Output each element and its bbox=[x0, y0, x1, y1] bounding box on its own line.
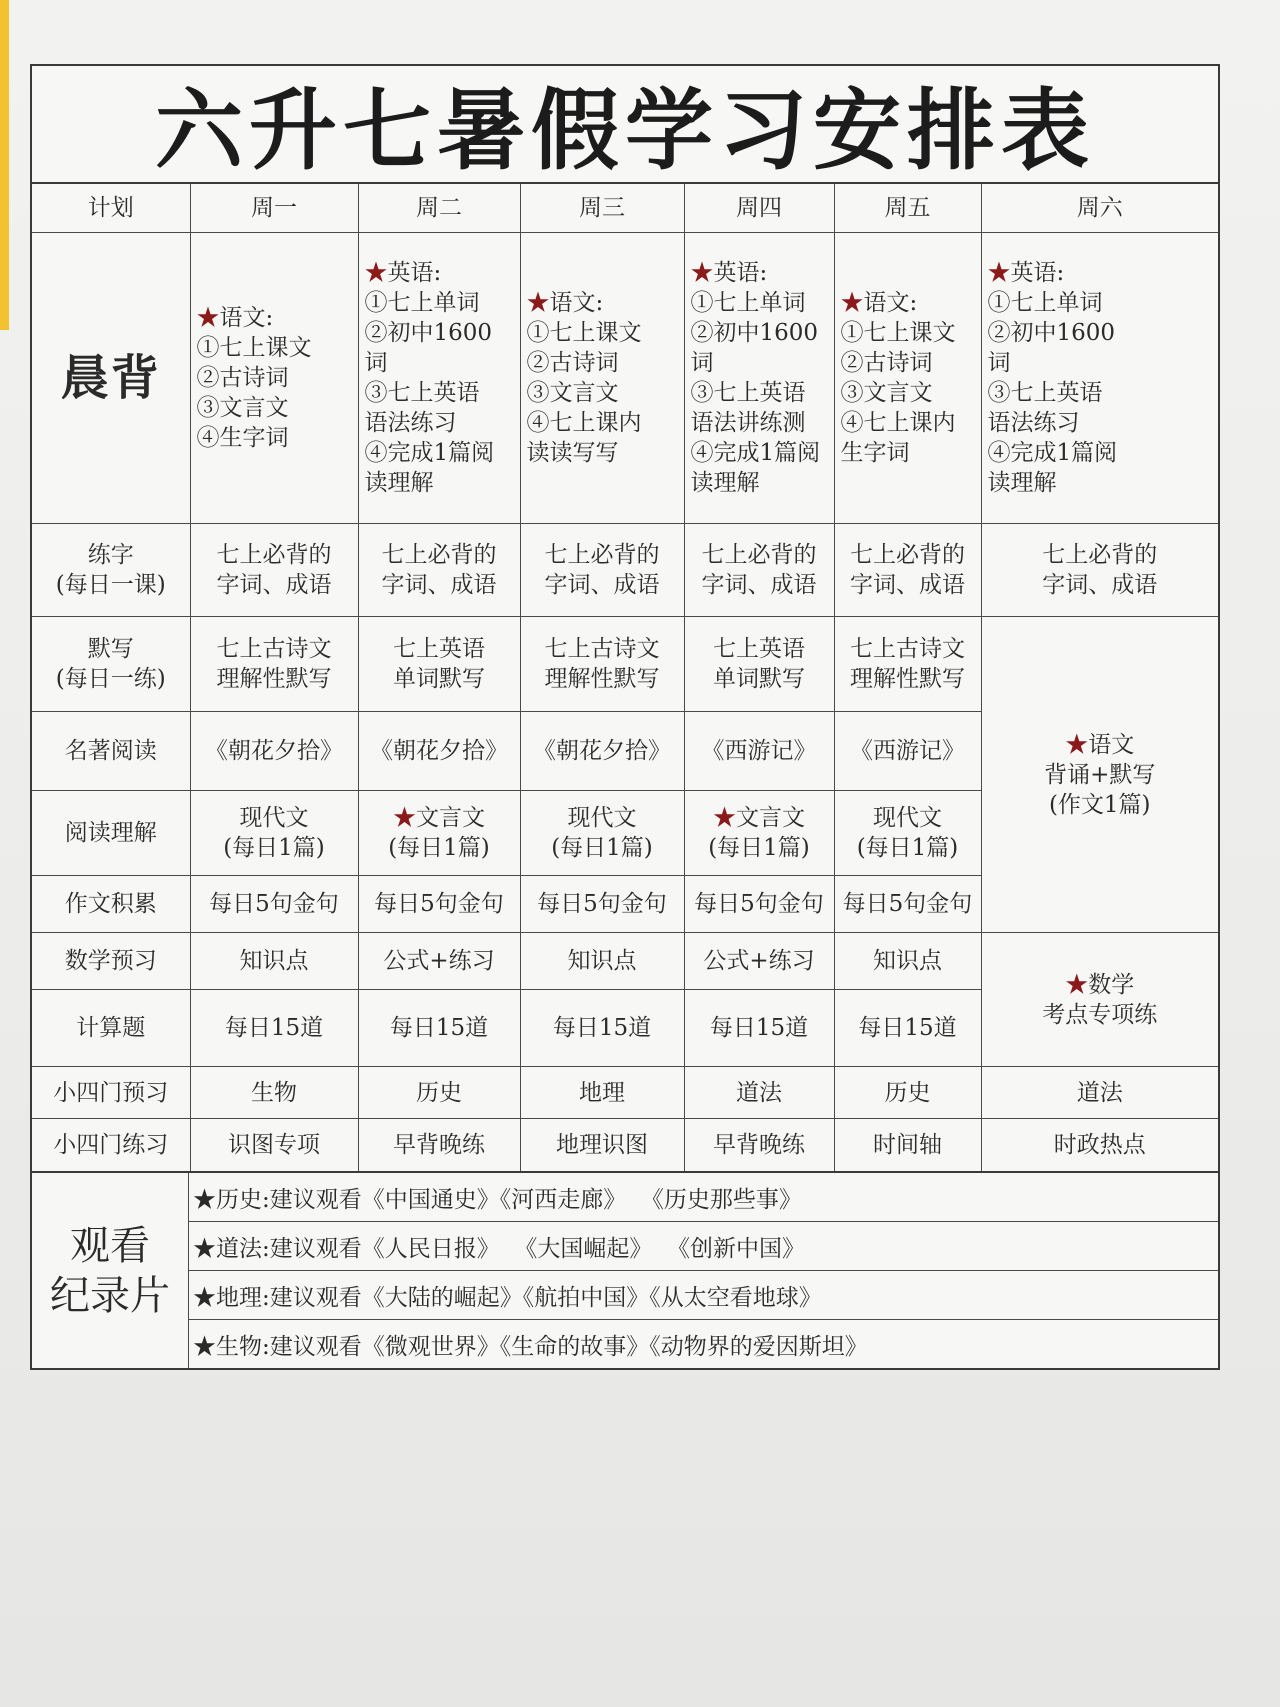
reading-cell-wed: 现代文 (每日1篇) bbox=[520, 791, 684, 876]
calculation-cell-fri: 每日15道 bbox=[834, 990, 981, 1067]
yellow-edge-decoration bbox=[0, 0, 9, 330]
classics-cell-mon: 《朝花夕拾》 bbox=[190, 712, 358, 791]
essay-label: 作文积累 bbox=[32, 876, 190, 933]
math-preview-cell-wed: 知识点 bbox=[520, 933, 684, 990]
minor-preview-cell-thu: 道法 bbox=[684, 1067, 834, 1119]
minor-practice-label: 小四门练习 bbox=[32, 1119, 190, 1172]
minor-practice-cell-wed: 地理识图 bbox=[520, 1119, 684, 1172]
handwriting-cell-mon: 七上必背的 字词、成语 bbox=[190, 524, 358, 617]
header-row bbox=[32, 184, 1218, 233]
handwriting-cell-sat: 七上必背的 字词、成语 bbox=[981, 524, 1218, 617]
dictation-cell-mon: 七上古诗文 理解性默写 bbox=[190, 617, 358, 712]
saturday-chinese-cell: ★语文 背诵+默写 (作文1篇) bbox=[981, 617, 1218, 933]
documentaries-label: 观看 纪录片 bbox=[32, 1173, 189, 1368]
star-icon: ★ bbox=[690, 260, 714, 286]
schedule-table bbox=[32, 184, 1218, 1171]
documentary-geography: ★地理:建议观看《大陆的崛起》《航拍中国》《从太空看地球》 bbox=[189, 1271, 1218, 1320]
math-preview-cell-mon: 知识点 bbox=[190, 933, 358, 990]
classics-cell-thu: 《西游记》 bbox=[684, 712, 834, 791]
star-icon: ★ bbox=[1065, 971, 1089, 998]
minor-practice-cell-mon: 识图专项 bbox=[190, 1119, 358, 1172]
math-preview-cell-tue: 公式+练习 bbox=[358, 933, 520, 990]
calculation-cell-tue: 每日15道 bbox=[358, 990, 520, 1067]
calculation-label: 计算题 bbox=[32, 990, 190, 1067]
minor-subjects-practice-row bbox=[32, 1119, 1218, 1172]
essay-cell-thu: 每日5句金句 bbox=[684, 876, 834, 933]
handwriting-row bbox=[32, 524, 1218, 617]
essay-cell-wed: 每日5句金句 bbox=[520, 876, 684, 933]
calculation-cell-wed: 每日15道 bbox=[520, 990, 684, 1067]
minor-preview-label: 小四门预习 bbox=[32, 1067, 190, 1119]
dictation-row bbox=[32, 617, 1218, 712]
header-plan: 计划 bbox=[32, 184, 190, 233]
star-icon: ★ bbox=[364, 260, 388, 286]
dictation-cell-fri: 七上古诗文 理解性默写 bbox=[834, 617, 981, 712]
morning-cell-fri: ★语文: ①七上课文 ②古诗词 ③文言文 ④七上课内 生字词 bbox=[834, 233, 981, 524]
header-monday: 周一 bbox=[190, 184, 358, 233]
star-icon: ★ bbox=[526, 290, 550, 316]
dictation-label: 默写 (每日一练) bbox=[32, 617, 190, 712]
reading-cell-tue: ★文言文 (每日1篇) bbox=[358, 791, 520, 876]
morning-recitation-row bbox=[32, 233, 1218, 524]
header-saturday: 周六 bbox=[981, 184, 1218, 233]
essay-cell-fri: 每日5句金句 bbox=[834, 876, 981, 933]
star-icon: ★ bbox=[713, 805, 736, 831]
page-title: 六升七暑假学习安排表 bbox=[32, 66, 1218, 184]
header-friday: 周五 bbox=[834, 184, 981, 233]
morning-cell-thu: ★英语: ①七上单词 ②初中1600 词 ③七上英语 语法讲练测 ④完成1篇阅 读理解 bbox=[684, 233, 834, 524]
minor-practice-cell-tue: 早背晚练 bbox=[358, 1119, 520, 1172]
reading-cell-fri: 现代文 (每日1篇) bbox=[834, 791, 981, 876]
math-preview-cell-thu: 公式+练习 bbox=[684, 933, 834, 990]
morning-cell-sat: ★英语: ①七上单词 ②初中1600 词 ③七上英语 语法练习 ④完成1篇阅 读理解 bbox=[981, 233, 1218, 524]
minor-practice-cell-fri: 时间轴 bbox=[834, 1119, 981, 1172]
classics-cell-tue: 《朝花夕拾》 bbox=[358, 712, 520, 791]
calculation-cell-mon: 每日15道 bbox=[190, 990, 358, 1067]
calculation-cell-thu: 每日15道 bbox=[684, 990, 834, 1067]
documentaries-list bbox=[189, 1173, 1218, 1368]
essay-cell-tue: 每日5句金句 bbox=[358, 876, 520, 933]
reading-label: 阅读理解 bbox=[32, 791, 190, 876]
minor-preview-cell-mon: 生物 bbox=[190, 1067, 358, 1119]
handwriting-cell-fri: 七上必背的 字词、成语 bbox=[834, 524, 981, 617]
classics-cell-fri: 《西游记》 bbox=[834, 712, 981, 791]
star-icon: ★ bbox=[196, 305, 220, 331]
documentary-biology: ★生物:建议观看《微观世界》《生命的故事》《动物界的爱因斯坦》 bbox=[193, 1333, 868, 1360]
minor-preview-cell-fri: 历史 bbox=[834, 1067, 981, 1119]
handwriting-cell-thu: 七上必背的 字词、成语 bbox=[684, 524, 834, 617]
handwriting-cell-wed: 七上必背的 字词、成语 bbox=[520, 524, 684, 617]
minor-practice-cell-sat: 时政热点 bbox=[981, 1119, 1218, 1172]
minor-preview-cell-wed: 地理 bbox=[520, 1067, 684, 1119]
documentary-history: ★历史:建议观看《中国通史》《河西走廊》 《历史那些事》 bbox=[189, 1173, 1218, 1222]
handwriting-label: 练字 (每日一课) bbox=[32, 524, 190, 617]
saturday-math-cell: ★数学 考点专项练 bbox=[981, 933, 1218, 1067]
reading-cell-mon: 现代文 (每日1篇) bbox=[190, 791, 358, 876]
schedule-sheet bbox=[30, 64, 1220, 1370]
math-preview-label: 数学预习 bbox=[32, 933, 190, 990]
star-icon: ★ bbox=[393, 805, 416, 831]
reading-cell-thu: ★文言文 (每日1篇) bbox=[684, 791, 834, 876]
documentary-morality-law: ★道法:建议观看《人民日报》 《大国崛起》 《创新中国》 bbox=[189, 1222, 1218, 1271]
morning-cell-tue: ★英语: ①七上单词 ②初中1600 词 ③七上英语 语法练习 ④完成1篇阅 读理解 bbox=[358, 233, 520, 524]
documentaries-section bbox=[32, 1171, 1218, 1368]
header-thursday: 周四 bbox=[684, 184, 834, 233]
minor-preview-cell-sat: 道法 bbox=[981, 1067, 1218, 1119]
star-icon: ★ bbox=[1065, 731, 1089, 758]
star-icon: ★ bbox=[987, 260, 1011, 286]
minor-practice-cell-thu: 早背晚练 bbox=[684, 1119, 834, 1172]
math-preview-cell-fri: 知识点 bbox=[834, 933, 981, 990]
header-tuesday: 周二 bbox=[358, 184, 520, 233]
classics-cell-wed: 《朝花夕拾》 bbox=[520, 712, 684, 791]
minor-subjects-preview-row bbox=[32, 1067, 1218, 1119]
dictation-cell-wed: 七上古诗文 理解性默写 bbox=[520, 617, 684, 712]
dictation-cell-thu: 七上英语 单词默写 bbox=[684, 617, 834, 712]
morning-cell-mon: ★语文: ①七上课文 ②古诗词 ③文言文 ④生字词 bbox=[190, 233, 358, 524]
dictation-cell-tue: 七上英语 单词默写 bbox=[358, 617, 520, 712]
morning-label: 晨背 bbox=[32, 233, 190, 524]
classics-label: 名著阅读 bbox=[32, 712, 190, 791]
star-icon: ★ bbox=[840, 290, 864, 316]
header-wednesday: 周三 bbox=[520, 184, 684, 233]
morning-cell-wed: ★语文: ①七上课文 ②古诗词 ③文言文 ④七上课内 读读写写 bbox=[520, 233, 684, 524]
handwriting-cell-tue: 七上必背的 字词、成语 bbox=[358, 524, 520, 617]
minor-preview-cell-tue: 历史 bbox=[358, 1067, 520, 1119]
math-preview-row bbox=[32, 933, 1218, 990]
essay-cell-mon: 每日5句金句 bbox=[190, 876, 358, 933]
